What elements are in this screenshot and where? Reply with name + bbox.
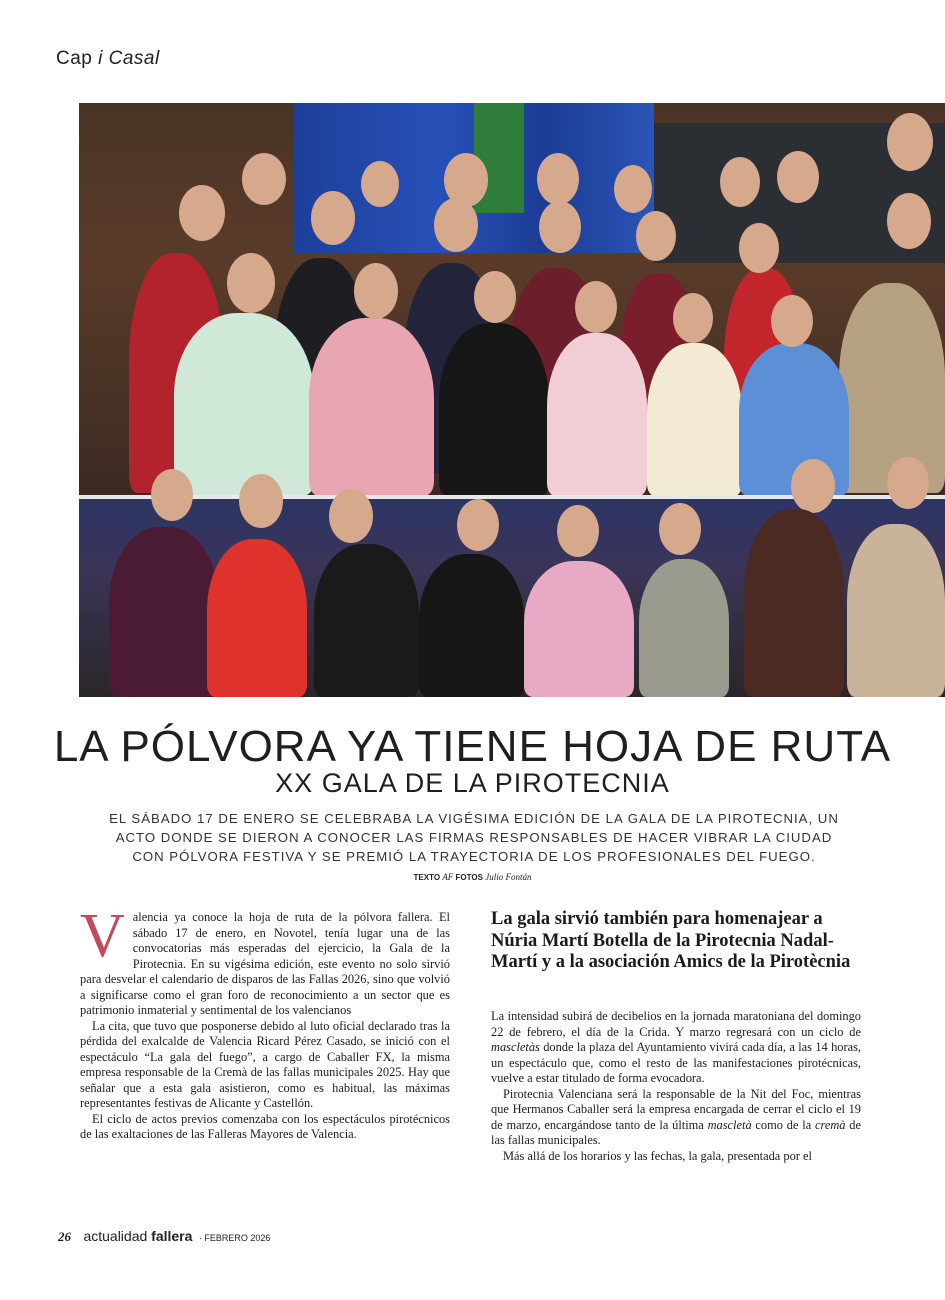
photo-top-group [79,103,945,496]
page-number: 26 [58,1229,71,1244]
pull-quote: La gala sirvió también para homenajear a Núria Martí Botella de la Pirotecnia Nadal-Martí y a la asociación Amics de la Pirotècnia [491,909,851,972]
article-lead: EL SÁBADO 17 DE ENERO SE CELEBRABA LA VIGÉSIMA EDICIÓN DE LA GALA DE LA PIROTECNIA, UN ACTO DONDE SE DIERON A CONOCER LAS FIRMAS RESPONSABLES DE HACER VIBRAR LA CIUDAD CON PÓLVORA FESTIVA Y SE PREMIÓ LA TRAYECTORIA DE LOS PROFESIONALES DEL FUEGO. [109,811,839,864]
paragraph-r1: La intensidad subirá de decibelios en la jornada maratoniana del domingo 22 de febrero, el día de la Crida. Y marzo regresará con un ciclo de mascletàs donde la plaza del Ayuntamiento vivirá cada día, a las 14 horas, un espectáculo que, como el resto de las manifestaciones pirotécnicas, vuelve a estar titulado de forma evocadora. [491,1009,861,1085]
section-tag-cap: Cap [56,48,93,69]
paragraph-2: La cita, que tuvo que posponerse debido al luto oficial declarado tras la pérdida del exalcalde de Valencia Ricard Pérez Casado, se inició con el espectáculo “La gala del fuego”, a cargo de Caballer FX, la misma empresa responsable de la Cremà de las fallas municipales 2025. Hay que señalar que a esta gala asistieron, como es habitual, las máximas representantes festivas de Alicante y Castellón. [80,1018,450,1110]
paragraph-r2: Pirotecnia Valenciana será la responsable de la Nit del Foc, mientras que Hermanos Caballer será la empresa encargada de cerrar el ciclo el 19 de marzo, encargándose tanto de la última mascletà como de la cremà de las fallas municipales. [491,1086,861,1147]
article-subtitle: XX GALA DE LA PIROTECNIA [275,768,670,798]
paragraph-r3: Más allá de los horarios y las fechas, la gala, presentada por el [503,1148,812,1163]
credit-fotos-label: FOTOS [455,873,483,882]
issue-date: · FEBRERO 2026 [198,1233,271,1243]
section-tag [56,48,160,70]
drop-cap: V [80,902,125,970]
paragraph-3: El ciclo de actos previos comenzaba con los espectáculos pirotécnicos de las exaltaciones de las Falleras Mayores de Valencia. [80,1111,450,1141]
group-photo [79,103,945,697]
photo-credit [0,872,945,882]
page-footer [58,1228,270,1246]
credit-texto-value: AF [442,872,454,882]
credit-fotos-value: Julio Fontán [485,872,532,882]
section-tag-casal: i Casal [98,48,160,69]
credit-texto-label: TEXTO [413,873,441,882]
magazine-name: actualidad fallera [83,1228,193,1244]
paragraph-1: alencia ya conoce la hoja de ruta de la pólvora fallera. El sábado 17 de enero, en Novotel, tenía lugar una de las convocatorias más esperadas del ejercicio, la Gala de la Pirotecnia. En su vigésima edición, este evento no solo sirvió para desvelar el calendario de disparos de las Fallas 2026, sino que volvió a significarse como el gran foro de reconocimiento a un sector que es patrimonio inmaterial y sentimental de los valencianos [80,910,450,1017]
body-column-right [491,1009,861,1164]
article-title: LA PÓLVORA YA TIENE HOJA DE RUTA [53,722,892,771]
body-column-left [80,902,450,1143]
photo-bottom-group [79,499,945,697]
